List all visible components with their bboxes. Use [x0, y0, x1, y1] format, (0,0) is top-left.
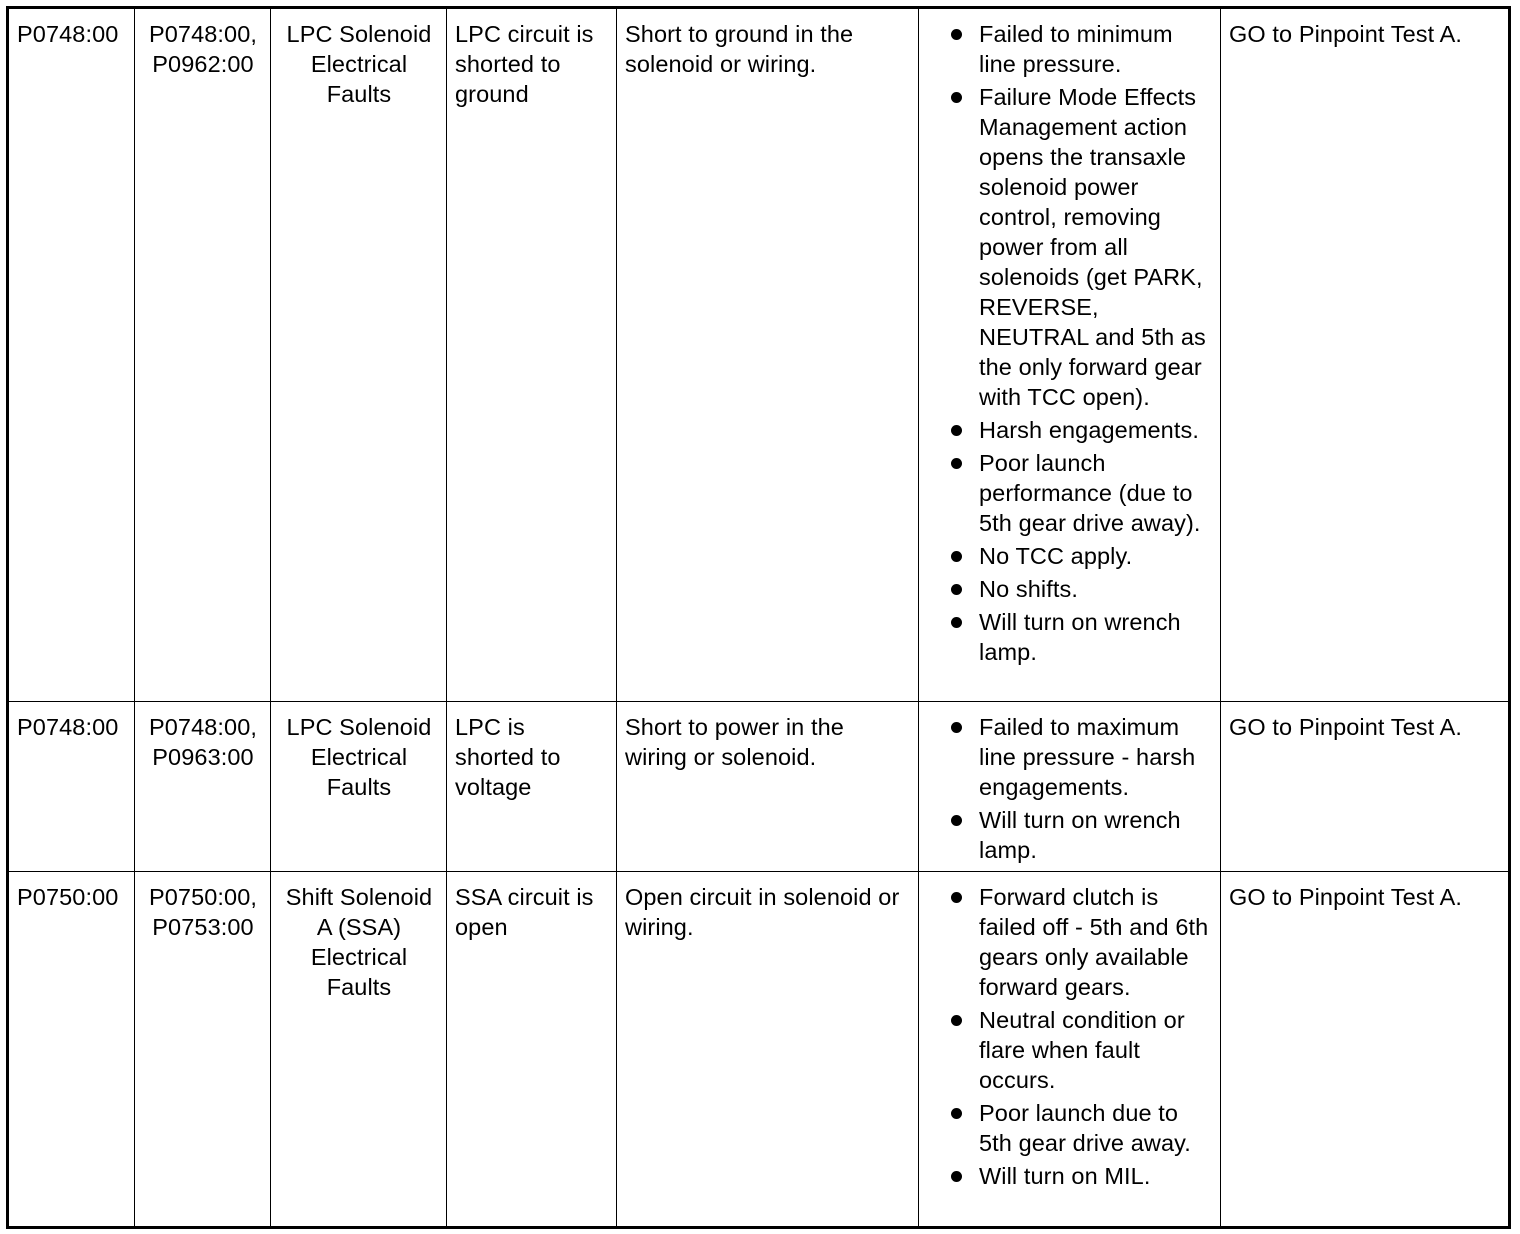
list-item [927, 1161, 1213, 1191]
table-row [8, 8, 1510, 702]
dtc-code-cell: P0748:00 [8, 702, 135, 872]
bullet-icon [951, 1108, 962, 1119]
related-dtc: P0753:00 [152, 914, 254, 940]
bullet-icon [951, 892, 962, 903]
bullet-icon [951, 1015, 962, 1026]
related-dtc-cell [135, 702, 271, 872]
related-dtc: P0963:00 [152, 744, 254, 770]
bullet-icon [951, 29, 962, 40]
list-item [927, 574, 1213, 604]
cause-cell: Open circuit in solenoid or wiring. [617, 872, 919, 1228]
effect-text: Will turn on wrench lamp. [979, 609, 1181, 665]
list-item [927, 607, 1213, 667]
bullet-icon [951, 551, 962, 562]
bullet-icon [951, 425, 962, 436]
list-item [927, 1098, 1213, 1158]
effect-text: Will turn on MIL. [979, 1163, 1151, 1189]
cause-cell: Short to power in the wiring or solenoid. [617, 702, 919, 872]
effect-text: Poor launch performance (due to 5th gear drive away). [979, 450, 1201, 536]
effects-cell [919, 872, 1221, 1228]
condition-cell: LPC is shorted to voltage [447, 702, 617, 872]
list-item [927, 19, 1213, 79]
effect-text: No TCC apply. [979, 543, 1133, 569]
table-row [8, 702, 1510, 872]
related-dtc: P0748:00, [148, 21, 258, 47]
dtc-code-cell: P0748:00 [8, 8, 135, 702]
list-item [927, 712, 1213, 802]
effect-text: Forward clutch is failed off - 5th and 6th gears only available forward gears. [979, 884, 1209, 1000]
component-cell: LPC Solenoid Electrical Faults [271, 702, 447, 872]
effects-list [927, 19, 1213, 667]
related-dtc: P0962:00 [152, 51, 254, 77]
bullet-icon [951, 722, 962, 733]
effects-list [927, 712, 1213, 865]
action-cell: GO to Pinpoint Test A. [1221, 702, 1510, 872]
table-row [8, 872, 1510, 1228]
related-dtc-cell [135, 8, 271, 702]
condition-cell: SSA circuit is open [447, 872, 617, 1228]
list-item [927, 415, 1213, 445]
condition-cell: LPC circuit is shorted to ground [447, 8, 617, 702]
list-item [927, 1005, 1213, 1095]
bullet-icon [951, 458, 962, 469]
effects-cell [919, 8, 1221, 702]
component-cell: LPC Solenoid Electrical Faults [271, 8, 447, 702]
bullet-icon [951, 617, 962, 628]
effect-text: Failed to maximum line pressure - harsh engagements. [979, 714, 1196, 800]
list-item [927, 805, 1213, 865]
bullet-icon [951, 92, 962, 103]
action-cell: GO to Pinpoint Test A. [1221, 8, 1510, 702]
effect-text: Harsh engagements. [979, 417, 1199, 443]
list-item [927, 82, 1213, 412]
effects-cell [919, 702, 1221, 872]
related-dtc: P0750:00, [148, 884, 258, 910]
effect-text: Failed to minimum line pressure. [979, 21, 1173, 77]
effect-text: Poor launch due to 5th gear drive away. [979, 1100, 1191, 1156]
list-item [927, 882, 1213, 1002]
dtc-diagnostic-table [6, 6, 1511, 1229]
list-item [927, 541, 1213, 571]
action-cell: GO to Pinpoint Test A. [1221, 872, 1510, 1228]
cause-cell: Short to ground in the solenoid or wiring. [617, 8, 919, 702]
dtc-code-cell: P0750:00 [8, 872, 135, 1228]
bullet-icon [951, 815, 962, 826]
effect-text: No shifts. [979, 576, 1078, 602]
effect-text: Failure Mode Effects Management action opens the transaxle solenoid power control, removing power from all solenoids (get PARK, REVERSE, NEUTRAL and 5th as the only forward gear with TCC open). [979, 84, 1206, 410]
related-dtc-cell [135, 872, 271, 1228]
effects-list [927, 882, 1213, 1191]
related-dtc: P0748:00, [148, 714, 258, 740]
effect-text: Neutral condition or flare when fault occurs. [979, 1007, 1185, 1093]
bullet-icon [951, 1171, 962, 1182]
component-cell: Shift Solenoid A (SSA) Electrical Faults [271, 872, 447, 1228]
bullet-icon [951, 584, 962, 595]
effect-text: Will turn on wrench lamp. [979, 807, 1181, 863]
list-item [927, 448, 1213, 538]
